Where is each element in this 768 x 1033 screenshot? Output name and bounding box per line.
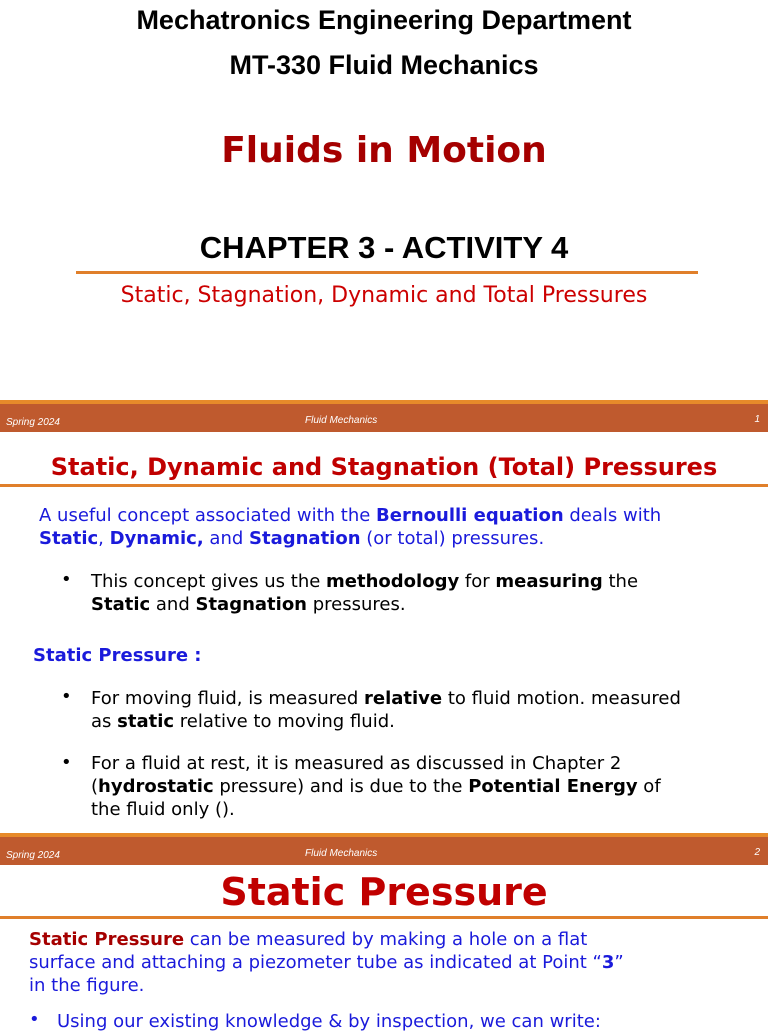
bullet-dot-icon: • [61,752,72,773]
p-text-4: in the figure. [29,975,145,996]
department-title: Mechatronics Engineering Department [136,5,632,35]
slide2-bullet-fluid-at-rest [91,752,751,821]
b3-text-3: pressure) and is due to the [213,776,469,797]
slide1-subtitle: Static, Stagnation, Dynamic and Total Pressures [120,283,648,308]
p-text-1: can be measured by making a hole on a flat [184,929,588,950]
p-static-pressure: Static Pressure [29,929,185,950]
intro-dynamic: Dynamic, [109,528,204,549]
intro-text-3: , [98,528,110,549]
slide2-intro [39,504,739,550]
slide3-title-rule [0,916,768,919]
slide2-bullet-moving-fluid [91,687,751,733]
intro-text-4: and [203,528,250,549]
footer2-page-number: 2 [754,847,760,858]
intro-text-1: A useful concept associated with the [39,505,377,526]
bullet-dot-icon: • [61,686,72,707]
footer2-date: Spring 2024 [6,850,60,861]
b3-hydrostatic: hydrostatic [98,776,214,797]
intro-text-5: (or total) pressures. [360,528,545,549]
slide2-title: Static, Dynamic and Stagnation (Total) Pressures [50,453,718,481]
b1-stagnation: Stagnation [195,594,307,615]
b1-text-5: pressures. [307,594,406,615]
slide3-bullet-inspection: Using our existing knowledge & by inspection, we can write: [57,1011,601,1032]
footer1-course: Fluid Mechanics [305,415,378,426]
b1-text-4: and [150,594,196,615]
chapter-divider [76,271,698,274]
slide1-title: Fluids in Motion [221,130,547,171]
slide2-title-rule [0,484,768,487]
b3-text-1: For a fluid at rest, it is measured as discussed in Chapter 2 [91,753,622,774]
b2-text-3: as [91,711,118,732]
static-pressure-heading: Static Pressure : [33,645,202,666]
course-title: MT-330 Fluid Mechanics [229,50,539,80]
b2-text-2: to fluid motion. measured [442,688,681,709]
b2-static: static [117,711,175,732]
b3-text-5: the fluid only (). [91,799,235,820]
footer2-course: Fluid Mechanics [305,848,378,859]
b2-text-1: For moving fluid, is measured [91,688,364,709]
chapter-heading: CHAPTER 3 - ACTIVITY 4 [199,230,569,265]
b1-text-3: the [602,571,639,592]
slide2-bullet-methodology [91,570,741,616]
bullet-dot-icon: • [29,1009,40,1030]
p-text-3: ” [614,952,624,973]
b1-static: Static [91,594,151,615]
b1-text-2: for [459,571,496,592]
b3-text-4: of [637,776,661,797]
b1-methodology: methodology [326,571,460,592]
b3-potential-energy: Potential Energy [468,776,638,797]
intro-bernoulli: Bernoulli equation [376,505,564,526]
footer1-date: Spring 2024 [6,417,60,428]
bullet-dot-icon: • [61,569,72,590]
slide3-paragraph [29,928,749,997]
b1-measuring: measuring [495,571,603,592]
b3-text-2: ( [91,776,99,797]
intro-stagnation: Stagnation [249,528,361,549]
p-point-3: 3 [601,952,615,973]
b2-text-4: relative to moving fluid. [174,711,395,732]
footer-bar-2 [0,837,768,865]
b1-text-1: This concept gives us the [91,571,327,592]
b2-relative: relative [363,688,443,709]
intro-text-2: deals with [563,505,662,526]
footer-bar-1 [0,404,768,432]
slide3-title: Static Pressure [220,870,548,914]
intro-static: Static [39,528,99,549]
p-text-2: surface and attaching a piezometer tube as indicated at Point “ [29,952,602,973]
footer1-page-number: 1 [754,414,760,425]
